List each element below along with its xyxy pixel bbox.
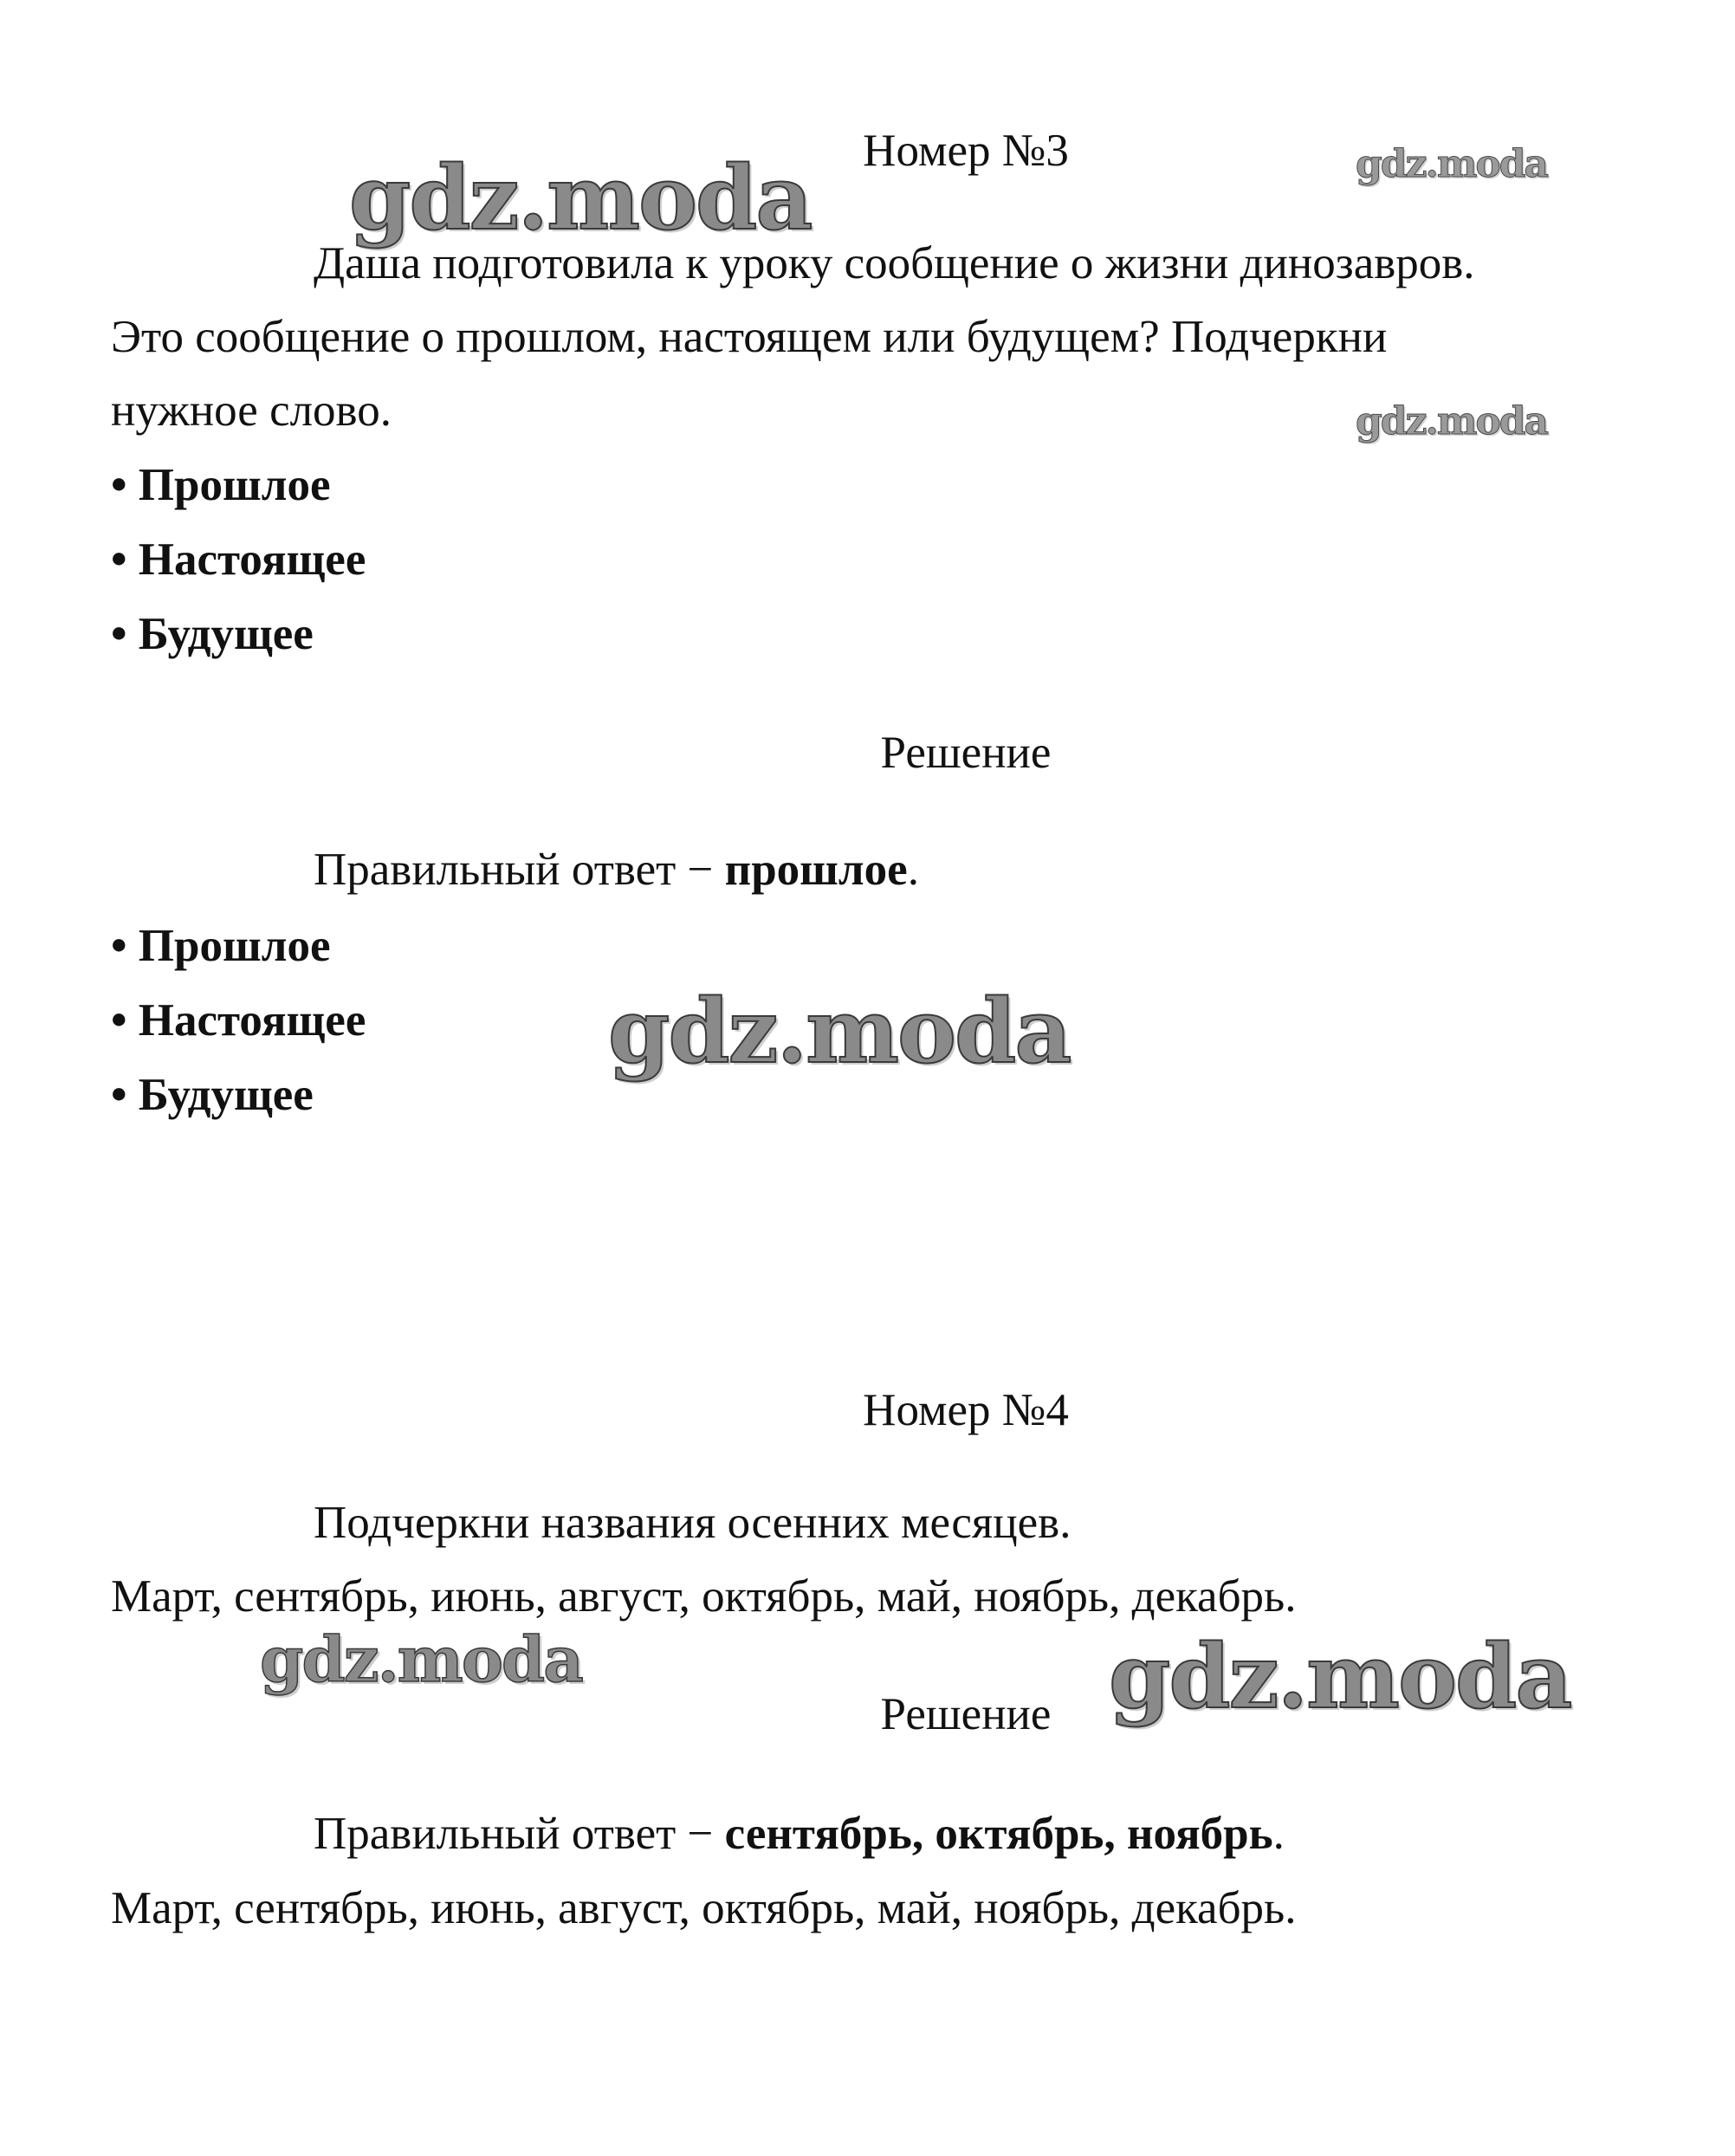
task4-answer-prefix: Правильный ответ − xyxy=(314,1809,725,1859)
task4-answer-months-line: Март, сентябрь, июнь, август, октябрь, май, ноябрь, декабрь. xyxy=(111,1883,1297,1933)
task4-title: Номер №4 xyxy=(863,1385,1069,1435)
task3-answer xyxy=(314,847,919,893)
task3-answer-bold: прошлое xyxy=(724,845,908,895)
watermark-logo: gdz.moda xyxy=(260,1622,582,1696)
task3-question-line1: Даша подготовила к уроку сообщение о жизни динозавров. xyxy=(314,238,1475,288)
task3-title: Номер №3 xyxy=(863,126,1069,176)
watermark-logo: gdz.moda xyxy=(608,980,1071,1084)
watermark-logo: gdz.moda xyxy=(1356,399,1548,444)
task3-answer-suffix: . xyxy=(907,845,919,895)
task3-question-line2: Это сообщение о прошлом, настоящем или будущем? Подчеркни xyxy=(111,312,1388,362)
task3-question-line3: нужное слово. xyxy=(111,385,392,436)
watermark-logo: gdz.moda xyxy=(1356,142,1548,186)
watermark-logo: gdz.moda xyxy=(349,146,812,250)
task3-option-past: • Прошлое xyxy=(111,460,331,510)
task4-solution-heading: Решение xyxy=(880,1689,1052,1739)
task4-answer-bold: сентябрь, октябрь, ноябрь xyxy=(724,1809,1273,1859)
task3-option-future: • Будущее xyxy=(111,609,314,659)
task3-answer-option-past: • Прошлое xyxy=(111,921,331,971)
watermark-logo: gdz.moda xyxy=(1109,1625,1571,1729)
task3-option-present: • Настоящее xyxy=(111,534,366,585)
task4-question: Подчеркни названия осенних месяцев. xyxy=(314,1498,1071,1548)
task4-answer-suffix: . xyxy=(1272,1809,1285,1859)
task3-answer-option-present: • Настоящее xyxy=(111,995,366,1046)
task4-months-line: Март, сентябрь, июнь, август, октябрь, май, ноябрь, декабрь. xyxy=(111,1571,1297,1622)
task4-answer xyxy=(314,1811,1285,1857)
task3-answer-option-future: • Будущее xyxy=(111,1070,314,1120)
task3-answer-prefix: Правильный ответ − xyxy=(314,845,725,895)
task3-solution-heading: Решение xyxy=(880,728,1052,778)
